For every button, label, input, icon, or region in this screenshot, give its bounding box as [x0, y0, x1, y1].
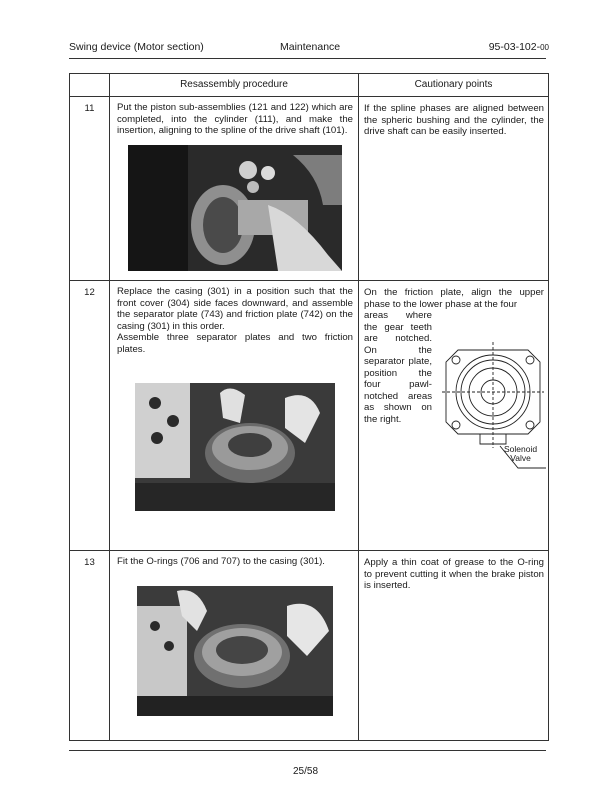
diagram-label-line2: Valve — [510, 453, 531, 464]
table-header-row — [70, 74, 549, 97]
oring-fitting-photo — [137, 586, 333, 716]
diagram-label — [504, 445, 537, 464]
procedure-text: Replace the casing (301) in a position such that the front cover (304) side faces downward, and assemble the separator plate (743) and friction plate (742) on the casing (301) in this order. — [117, 286, 353, 332]
footer-rule — [69, 750, 546, 751]
separator-plate-diagram — [440, 340, 546, 490]
step-number: 13 — [70, 551, 110, 741]
caution-cell — [359, 281, 549, 551]
caution-cell: If the spline phases are aligned between the spheric bushing and the cylinder, the drive shaft can be easily inserted. — [359, 97, 549, 281]
procedure-header: Resassembly procedure — [110, 74, 359, 97]
table-row — [70, 97, 549, 281]
procedure-note: Assemble three separator plates and two friction plates. — [117, 332, 353, 355]
casing-plates-photo — [135, 383, 335, 511]
procedure-text: Fit the O-rings (706 and 707) to the casing (301). — [117, 556, 325, 567]
step-number: 11 — [70, 97, 110, 281]
header-section-title: Swing device (Motor section) — [69, 41, 204, 53]
procedure-cell — [110, 281, 359, 551]
doc-number-main: 95-03-102- — [488, 41, 541, 53]
table-row — [70, 281, 549, 551]
procedure-table — [69, 73, 549, 741]
caution-header: Cautionary points — [359, 74, 549, 97]
header-rule — [69, 58, 546, 59]
caution-text: On the friction plate, align the upper phase to the lower phase at the four — [364, 287, 544, 310]
piston-assembly-photo — [128, 145, 342, 271]
step-number: 12 — [70, 281, 110, 551]
header-category: Maintenance — [280, 41, 341, 53]
doc-number-sub: 00 — [540, 43, 549, 52]
blank-header — [70, 74, 110, 97]
diagram-label-line1: Solenoid — [504, 444, 538, 454]
procedure-cell — [110, 97, 359, 281]
header-doc-number — [489, 41, 549, 53]
procedure-text: Put the piston sub-assemblies (121 and 122) which are completed, into the cylinder (111), and make the insertion, aligning to the spline of the drive shaft (101). — [117, 102, 353, 136]
caution-detail — [364, 310, 544, 464]
caution-side-text: areas where the gear teeth are notched. On the separator plate, position the four pawl-notched areas as shown on the right. — [364, 310, 432, 425]
procedure-cell — [110, 551, 359, 741]
caution-cell: Apply a thin coat of grease to the O-ring to prevent cutting it when the brake piston is inserted. — [359, 551, 549, 741]
page-number: 25/58 — [292, 766, 319, 777]
table-row — [70, 551, 549, 741]
